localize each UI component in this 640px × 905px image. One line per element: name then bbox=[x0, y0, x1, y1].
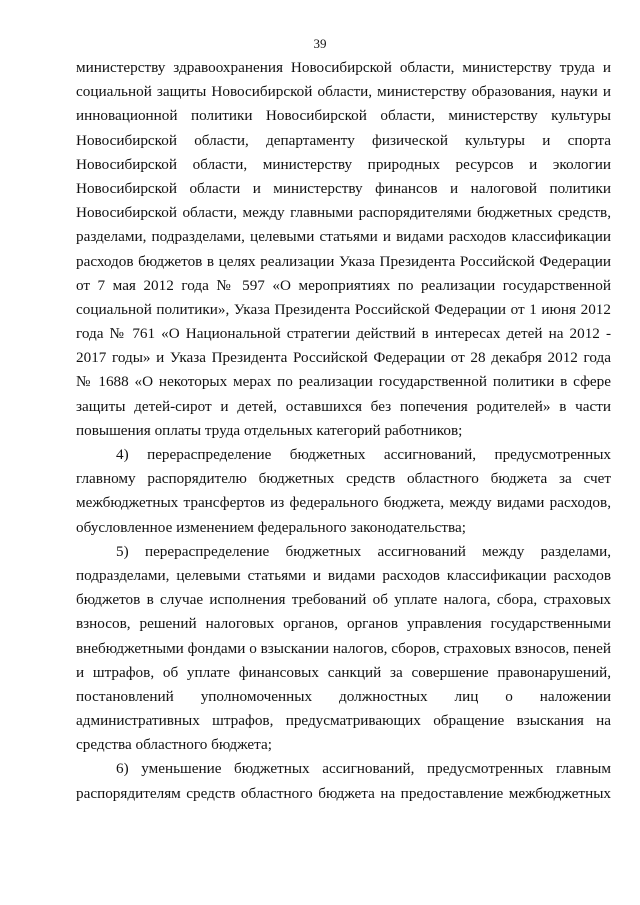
text-line: бюджетов в случае исполнения требований об уплате налога, сбора, страховых bbox=[76, 591, 611, 609]
text-line: и штрафов, об уплате финансовых санкций за совершение правонарушений, bbox=[76, 663, 611, 681]
text-line: разделами, подразделами, целевыми статьями и видами расходов классификации bbox=[76, 228, 611, 246]
text-line: № 1688 «О некоторых мерах по реализации государственной политики в сфере bbox=[76, 373, 611, 391]
text-line: взносов, решений налоговых органов, органов управления государственными bbox=[76, 615, 611, 633]
text-line: расходов бюджетов в целях реализации Указа Президента Российской Федерации bbox=[76, 252, 611, 270]
text-line: межбюджетных трансфертов из федерального бюджета, между видами расходов, bbox=[76, 494, 611, 512]
text-line: обусловленное изменением федерального законодательства; bbox=[76, 518, 466, 536]
text-line: министерству здравоохранения Новосибирской области, министерству труда и bbox=[76, 59, 611, 76]
text-line: подразделами, целевыми статьями и видами расходов классификации расходов bbox=[76, 566, 611, 584]
text-line: главному распорядителю бюджетных средств областного бюджета за счет bbox=[76, 470, 611, 488]
text-line: 6) уменьшение бюджетных ассигнований, предусмотренных главным bbox=[116, 760, 611, 778]
text-line: внебюджетными фондами о взыскании налогов, сборов, страховых взносов, пеней bbox=[76, 639, 611, 657]
document-body bbox=[76, 56, 611, 806]
text-line: Новосибирской области, министерству природных ресурсов и экологии bbox=[76, 155, 611, 173]
text-line: средства областного бюджета; bbox=[76, 736, 272, 754]
text-line: инновационной политики Новосибирской области, министерству культуры bbox=[76, 107, 611, 125]
text-line: защиты детей-сирот и детей, оставшихся без попечения родителей» в части bbox=[76, 397, 611, 415]
text-line: 4) перераспределение бюджетных ассигнований, предусмотренных bbox=[116, 446, 611, 463]
page-number: 39 bbox=[313, 36, 327, 51]
text-line: года № 761 «О Национальной стратегии действий в интересах детей на 2012 - bbox=[76, 325, 611, 343]
text-line: Новосибирской области и министерству финансов и налоговой политики bbox=[76, 179, 611, 197]
text-line: распорядителям средств областного бюджета на предоставление межбюджетных bbox=[76, 784, 611, 802]
text-line: административных штрафов, предусматривающих обращение взыскания на bbox=[76, 712, 611, 730]
text-line: от 7 мая 2012 года № 597 «О мероприятиях по реализации государственной bbox=[76, 276, 611, 294]
text-line: Новосибирской области, между главными распорядителями бюджетных средств, bbox=[76, 204, 611, 222]
text-line: социальной защиты Новосибирской области, министерству образования, науки и bbox=[76, 83, 611, 101]
text-line: социальной политики», Указа Президента Российской Федерации от 1 июня 2012 bbox=[76, 300, 611, 318]
text-line: Новосибирской области, департаменту физической культуры и спорта bbox=[76, 131, 611, 149]
text-line: 2017 годы» и Указа Президента Российской Федерации от 28 декабря 2012 года bbox=[76, 349, 611, 367]
text-line: повышения оплаты труда отдельных категорий работников; bbox=[76, 421, 463, 439]
text-line: 5) перераспределение бюджетных ассигнований между разделами, bbox=[116, 542, 611, 560]
text-line: постановлений уполномоченных должностных лиц о наложении bbox=[76, 687, 611, 705]
